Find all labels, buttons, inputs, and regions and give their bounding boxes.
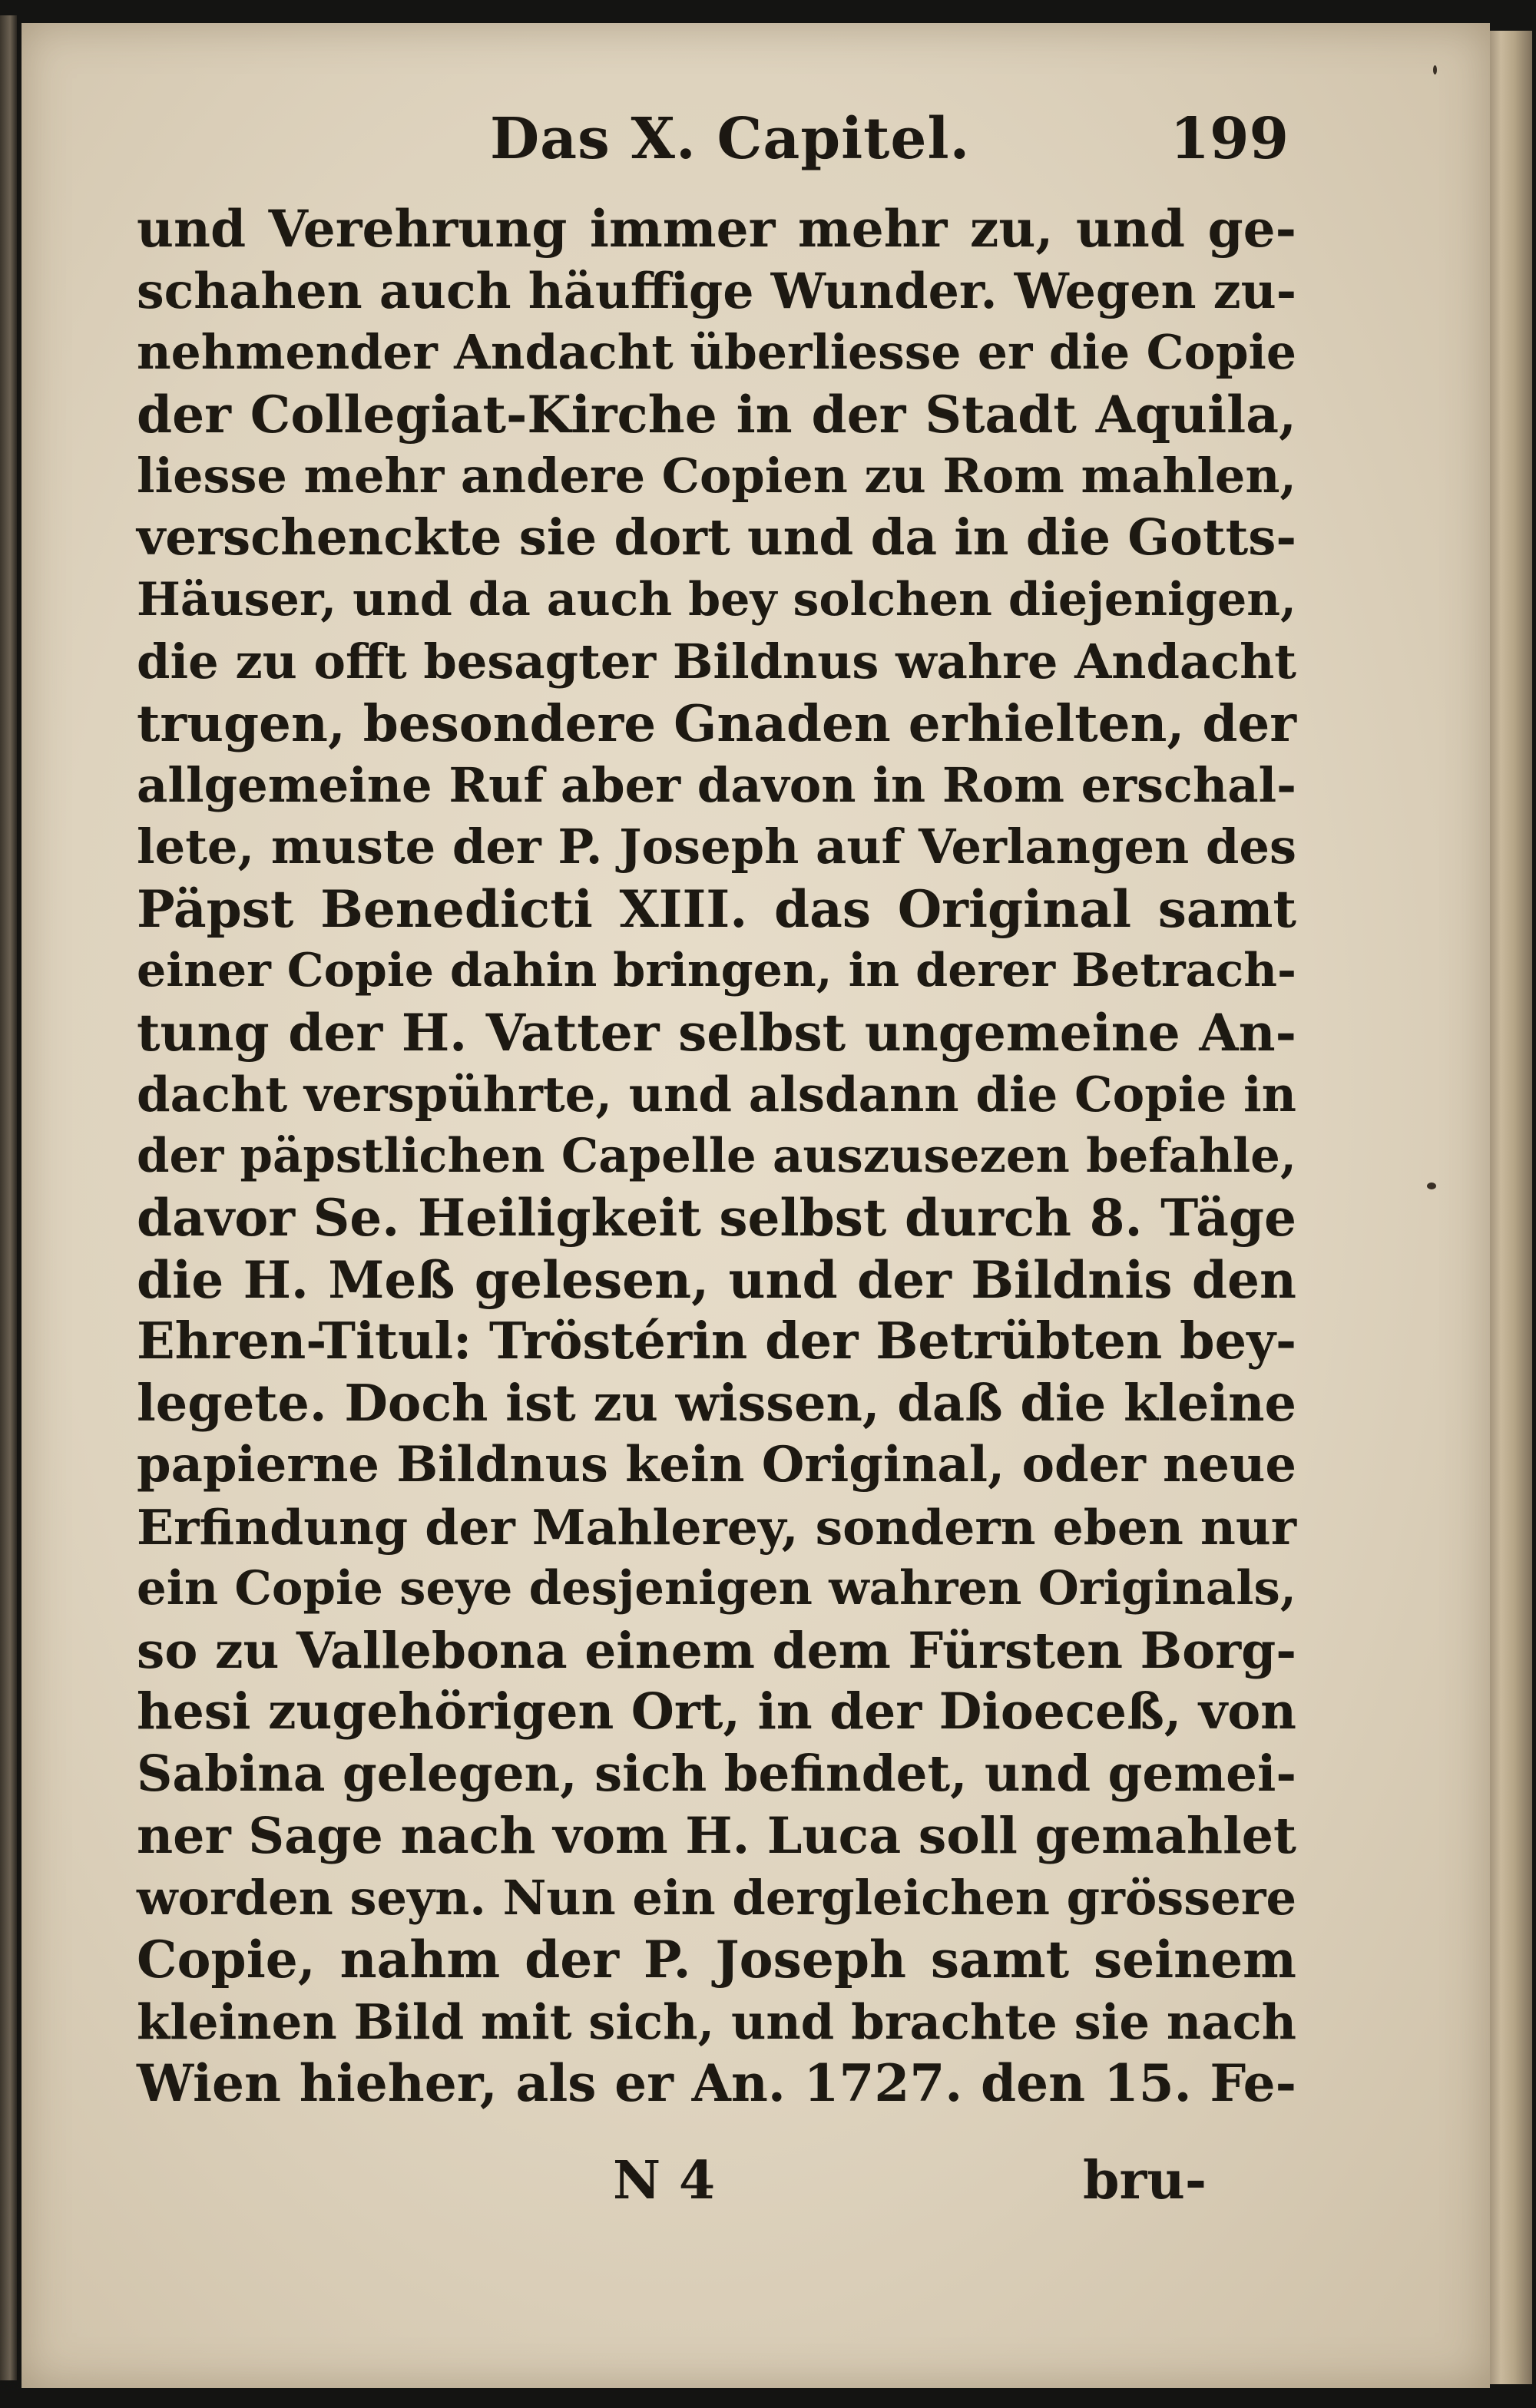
- text-line: Häuser, und da auch bey solchen diejenigen,: [137, 572, 1296, 627]
- text-line: verschenckte sie dort und da in die Gotts-: [137, 508, 1296, 567]
- book-page: [22, 23, 1490, 2388]
- text-line: legete. Doch ist zu wissen, daß die kleine: [137, 1374, 1296, 1433]
- text-line: Sabina gelegen, sich befindet, und gemei-: [137, 1745, 1296, 1803]
- text-line: tung der H. Vatter selbst ungemeine An-: [137, 1002, 1296, 1063]
- text-line: kleinen Bild mit sich, und brachte sie nach: [137, 1993, 1296, 2050]
- text-line: der Collegiat-Kirche in der Stadt Aquila,: [137, 384, 1296, 445]
- text-line: dacht verspührte, und alsdann die Copie in: [137, 1066, 1296, 1123]
- ink-speck: [1427, 1182, 1436, 1189]
- text-line: Wien hieher, als er An. 1727. den 15. Fe-: [137, 2053, 1296, 2113]
- text-line: ein Copie seye desjenigen wahren Originals,: [137, 1561, 1296, 1616]
- body-text: [137, 198, 1296, 2115]
- text-line: so zu Vallebona einem dem Fürsten Borg-: [137, 1621, 1296, 1680]
- text-line: hesi zugehörigen Ort, in der Dioeceß, von: [137, 1683, 1296, 1741]
- text-line: die zu offt besagter Bildnus wahre Andacht: [137, 633, 1296, 690]
- text-line: die H. Meß gelesen, und der Bildnis den: [137, 1249, 1296, 1310]
- text-line: Erfindung der Mahlerey, sondern eben nur: [137, 1498, 1296, 1556]
- ink-speck: [1433, 65, 1437, 74]
- running-title: Das X. Capitel.: [490, 106, 971, 172]
- text-line: der päpstlichen Capelle auszusezen befahle,: [137, 1128, 1296, 1183]
- text-line: davor Se. Heiligkeit selbst durch 8. Täge: [137, 1188, 1296, 1248]
- text-line: ner Sage nach vom H. Luca soll gemahlet: [137, 1807, 1296, 1865]
- text-line: Copie, nahm der P. Joseph samt seinem: [137, 1930, 1296, 1990]
- text-line: Päpst Benedicti XIII. das Original samt: [137, 878, 1296, 939]
- text-line: nehmender Andacht überliesse er die Copie: [137, 325, 1296, 380]
- text-line: liesse mehr andere Copien zu Rom mahlen,: [137, 448, 1296, 504]
- text-line: lete, muste der P. Joseph auf Verlangen des: [137, 819, 1296, 875]
- text-line: und Verehrung immer mehr zu, und ge-: [137, 199, 1296, 259]
- page-footer: [22, 2150, 1490, 2219]
- text-line: schahen auch häuffige Wunder. Wegen zu-: [137, 262, 1296, 319]
- page-number: 199: [1170, 106, 1289, 172]
- previous-page-edge: [0, 15, 17, 2380]
- text-line: Ehren-Titul: Tröstérin der Betrübten bey-: [137, 1312, 1296, 1371]
- page-stack-edge: [1486, 31, 1532, 2384]
- text-line: worden seyn. Nun ein dergleichen grössere: [137, 1869, 1296, 1926]
- text-line: einer Copie dahin bringen, in derer Betrach-: [137, 944, 1296, 997]
- text-line: trugen, besondere Gnaden erhielten, der: [137, 693, 1296, 753]
- signature-mark: N 4: [613, 2150, 716, 2211]
- text-line: allgemeine Ruf aber davon in Rom erschal-: [137, 756, 1296, 813]
- page-header: [490, 100, 1289, 177]
- catchword: bru-: [1083, 2150, 1207, 2211]
- text-line: papierne Bildnus kein Original, oder neue: [137, 1436, 1296, 1493]
